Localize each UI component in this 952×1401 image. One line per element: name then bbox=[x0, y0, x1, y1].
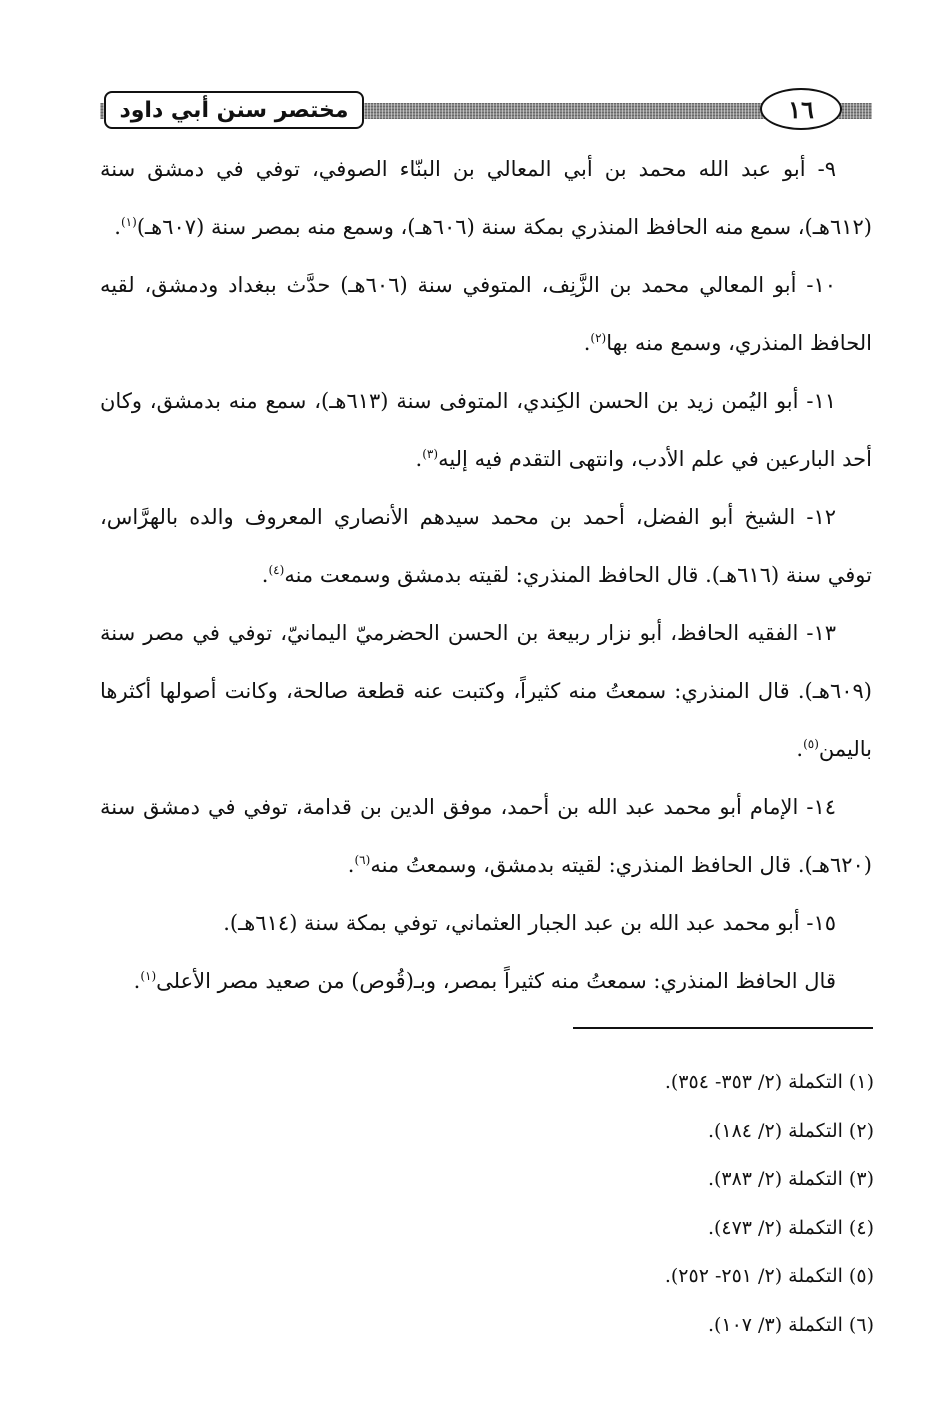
footnote: (١) التكملة (٢/ ٣٥٣- ٣٥٤). bbox=[664, 1071, 874, 1093]
paragraph-end: . bbox=[796, 737, 804, 761]
paragraph bbox=[100, 604, 872, 778]
main-text bbox=[100, 140, 872, 1010]
footnote-ref: (٣) bbox=[422, 447, 439, 461]
paragraph-text: ١٢- الشيخ أبو الفضل، أحمد بن محمد سيدهم الأنصاري المعروف والده بالهرَّاس، توفي سنة (٦١٦هـ). قال الحافظ المنذري: لقيته بدمشق وسمعت منه bbox=[100, 505, 872, 587]
paragraph-text: ١٠- أبو المعالي محمد بن الزَّنِف، المتوفي سنة (٦٠٦هـ) حدَّث ببغداد ودمشق، لقيه الحافظ المنذري، وسمع منه بها bbox=[100, 273, 872, 355]
footnote-ref: (٦) bbox=[354, 853, 371, 867]
footnote-ref: (١) bbox=[120, 215, 137, 229]
footnote: (٣) التكملة (٢/ ٣٨٣). bbox=[707, 1168, 874, 1191]
footnote-ref: (١) bbox=[140, 969, 157, 983]
footnote: (٥) التكملة (٢/ ٢٥١- ٢٥٢). bbox=[664, 1265, 874, 1288]
paragraph-end: . bbox=[347, 853, 355, 877]
paragraph bbox=[100, 256, 872, 372]
paragraph-text: ١٤- الإمام أبو محمد عبد الله بن أحمد، موفق الدين بن قدامة، توفي في دمشق سنة (٦٢٠هـ). قال الحافظ المنذري: لقيته بدمشق، وسمعتُ منه bbox=[100, 795, 872, 877]
paragraph-text: ١١- أبو اليُمن زيد بن الحسن الكِندي، المتوفى سنة (٦١٣هـ)، سمع منه بدمشق، وكان أحد البارعين في علم الأدب، وانتهى التقدم فيه إليه bbox=[100, 389, 872, 471]
paragraph bbox=[100, 488, 872, 604]
footnote: (٦) التكملة (٣/ ١٠٧). bbox=[707, 1313, 874, 1336]
paragraph bbox=[100, 778, 872, 894]
paragraph-text: قال الحافظ المنذري: سمعتُ منه كثيراً بمصر، وبـ(قُوص) من صعيد مصر الأعلى bbox=[156, 969, 836, 993]
footnotes bbox=[100, 1058, 874, 1350]
footnote-ref: (٥) bbox=[803, 737, 819, 751]
paragraph-text: ١٣- الفقيه الحافظ، أبو نزار ربيعة بن الحسن الحضرميّ اليمانيّ، توفي في مصر سنة (٦٠٩هـ). قال المنذري: سمعتُ منه كثيراً، وكتبت عنه قطعة صالحة، وكانت أصولها أكثرها باليمن bbox=[100, 621, 872, 761]
paragraph-end: . bbox=[583, 331, 591, 355]
paragraph bbox=[100, 894, 872, 952]
footnote: (٤) التكملة (٢/ ٤٧٣). bbox=[707, 1216, 874, 1239]
paragraph bbox=[100, 140, 872, 256]
paragraph-text: ١٥- أبو محمد عبد الله بن عبد الجبار العثماني، توفي بمكة سنة (٦١٤هـ). bbox=[223, 911, 836, 935]
paragraph bbox=[100, 952, 872, 1010]
footnote-ref: (٢) bbox=[590, 331, 607, 345]
paragraph-end: . bbox=[114, 215, 121, 239]
footnote-ref: (٤) bbox=[268, 563, 285, 577]
paragraph-end: . bbox=[261, 563, 269, 587]
paragraph bbox=[100, 372, 872, 488]
footnote: (٢) التكملة (٢/ ١٨٤). bbox=[707, 1119, 874, 1142]
paragraph-text: ٩- أبو عبد الله محمد بن أبي المعالي بن البنّاء الصوفي، توفي في دمشق سنة (٦١٢هـ)، سمع منه الحافظ المنذري بمكة سنة (٦٠٦هـ)، وسمع منه بمصر سنة (٦٠٧هـ) bbox=[100, 157, 872, 239]
page-number: ١٦ bbox=[760, 88, 842, 130]
book-title: مختصر سنن أبي داود bbox=[104, 91, 364, 129]
paragraph-end: . bbox=[415, 447, 423, 471]
paragraph-end: . bbox=[133, 969, 141, 993]
page-header bbox=[100, 85, 872, 135]
footnote-divider bbox=[573, 1027, 873, 1029]
